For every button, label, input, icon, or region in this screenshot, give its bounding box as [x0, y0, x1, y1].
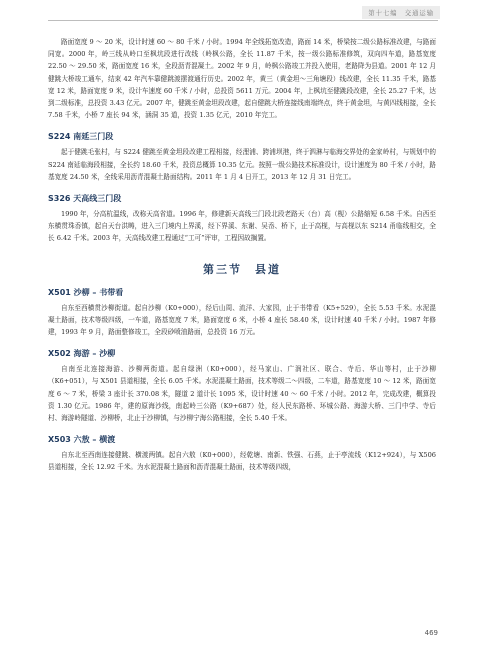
heading-x503: X503 六敖 – 横渡 — [48, 435, 116, 445]
heading-s224: S224 南延三门段 — [48, 132, 114, 142]
paragraph-x502: 自南至北连接海游、沙柳两街道。起自绿洲（K0+000），经马家山、广润社区、联合、寺后、华山等村，止于沙柳（K6+051），与 X501 县道相接，全长 6.05 千米。水泥混凝土路面，技术等级二～四级，二车道，路基宽度 10 ～ 12 米，路面宽度 6 ～ 7 米，桥梁 3 座计长 370.08 米，隧道 2 道计长 1095 米，设计时速 40 ～ 60 千米 / 小时。2012 年，完成改建，概算投资 1.30 亿元。1986 年，建的原海沙线，南起岭三公路（K9+687）处，经人民东路桥、环城公路、海游大桥、三门中学、寺后村、海游岭隧道、沙柳桥，北止于沙柳镇，与沙柳宁海公路相接，全长 5.40 千米。 — [48, 365, 436, 423]
heading-x501: X501 沙柳 – 书带看 — [48, 287, 124, 297]
intro-paragraph: 路面宽度 9 ～ 20 米，设计时速 60 ～ 80 千米 / 小时。1994 年全线拓宽改造，路面 14 米，桥梁按二级公路标准改建，与路面同宽。2000 年，岭三线从岭口至枫坑段进行改线（岭枫公路，全长 11.87 千米，按一级公路标准修筑，双向四车道，路基宽度 22.50 ～ 29.50 米，路面宽度 16 米，全段沥青混凝土。2002 年 9 月，岭枫公路竣工并投入使用，老路降为县道。2001 年 12 月健跳大桥竣工通车，结束 42 年汽车靠健跳渡摆渡通行历史。2002 年，黄三（黄金坦～三角塘段）线改建，全长 11.35 千米，路基宽 12 米，路面宽度 9 米，设计车速度 60 千米 / 小时，总投资 5611 万元。2004 年，上枫坑至健跳段改建，全长 25.27 千米，达到二级标准，总投资 3.43 亿元。2007 年，健跳至黄金坦段改建，起自健跳大桥连接线南端终点，终于黄金坦，与黄四线相接，全长 7.58 千米，小桥 7 座长 94 米，涵洞 35 道，投资 1.35 亿元，2010 年完工。 — [48, 38, 436, 120]
chapter-label: 第十七编 交通运输 — [362, 6, 440, 19]
paragraph-s224: 起于健跳毛张村，与 S224 健跳至黄金坦段改建工程相接，经浬浦、跨浦坝港，终于泗淋与临海交界处的金家岭村，与规划中的 S224 南延临海段相接，全长约 18.60 千米，投资总概算 10.35 亿元。按照一级公路技术标准设计，设计速度为 80 千米 / 小时，路基宽度 24.50 米，全线采用沥青混凝土路面结构。2011 年 1 月 4 日开工，2013 年 12 月 31 日完工。 — [48, 148, 436, 181]
section-title-county-roads: 第三节 县道 — [203, 262, 281, 276]
paragraph-x503: 自东北至西南连接健跳、横渡两镇。起自六敖（K0+000），经乾塘、南新、铁强、石燕，止于亭流线（K12+924），与 X506 县道相接，全长 12.92 千米。为水泥混凝土路面和沥青混凝土路面，技术等级四级， — [48, 451, 436, 472]
header-divider — [48, 20, 438, 21]
heading-x502: X502 海游 – 沙柳 — [48, 349, 116, 359]
page-number: 469 — [424, 629, 438, 637]
paragraph-s326: 1990 年，分高杭温线，改称天高省道。1996 年，修建新天高线三门段北段老路天（台）高（枧）公路缩短 6.58 千米。自西至东横贯珠岙镇，起自天台洪畴，进入三门境内上界溪，经下界溪、东谢、吴岙、桥下，止于高枧，与高枧以东 S214 甬临线相交，全长 6.42 千米。2003 年，天高线改建工程通过“工可”评审，工程因故搁置。 — [48, 210, 436, 243]
paragraph-x501: 自东至西横贯沙柳街道。起自沙柳（K0+000），经后山周、流洋、大家园，止于书带看（K5+529），全长 5.53 千米。水泥混凝土路面，技术等级四级，一车道，路基宽度 7 米，路面宽度 6 米，小桥 4 座长 58.40 米，设计时速 40 千米 / 小时。1987 年修建，1993 年 9 月，路面整修竣工，全段砂喷油路面，总投资 16 万元。 — [48, 303, 436, 337]
heading-s326: S326 天高线三门段 — [48, 194, 122, 204]
page-body — [48, 36, 436, 474]
